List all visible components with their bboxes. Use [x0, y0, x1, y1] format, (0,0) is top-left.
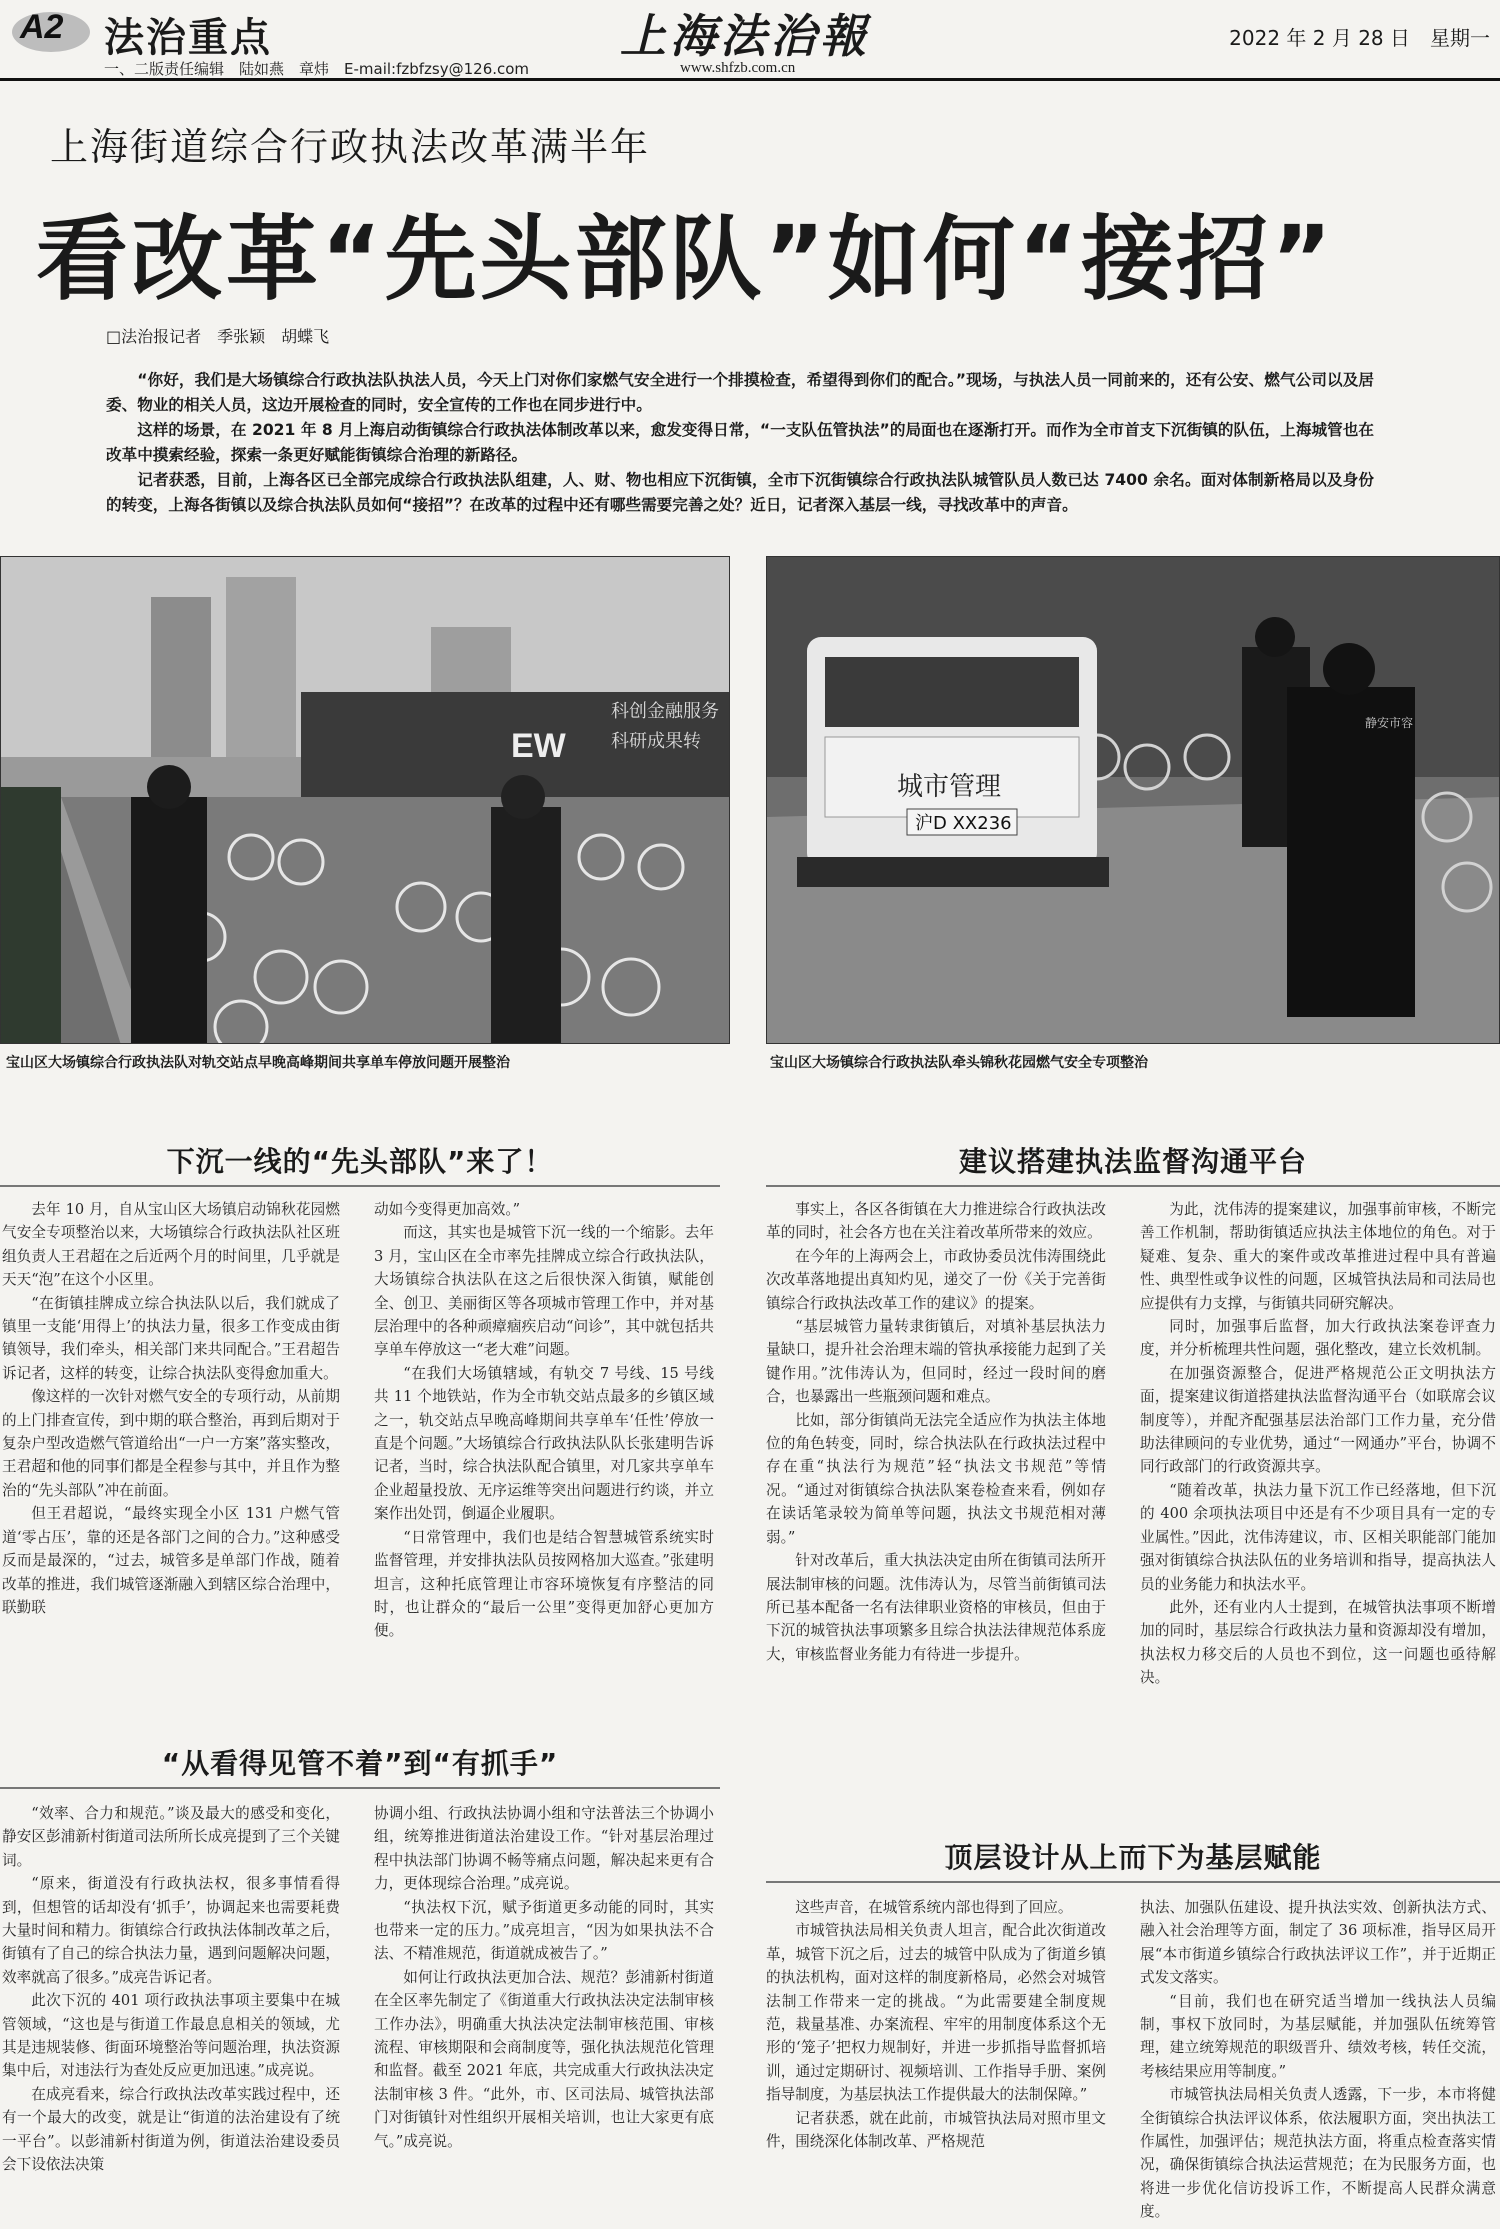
text-column: [1140, 1198, 1496, 1788]
paragraph: 针对改革后，重大执法决定由所在街镇司法所开展法制审核的问题。沈伟涛认为，尽管当前街镇司法所已基本配备一名有法律职业资格的审核员，但由于下沉的城管执法事项繁多且综合执法法律规范体系庞大，审核监督业务能力有待进一步提升。: [766, 1552, 1106, 1663]
text-column: [374, 1198, 714, 1738]
paragraph: 像这样的一次针对燃气安全的专项行动，从前期的上门排查宣传，到中期的联合整治，再到后期对于复杂户型改造燃气管道给出“一户一方案”落实整改，王君超和他的同事们都是全程参与其中，并且作为整治的“先头部队”冲在前面。: [2, 1388, 340, 1499]
lead-paragraph: “你好，我们是大场镇综合行政执法队执法人员，今天上门对你们家燃气安全进行一个排摸检查，希望得到你们的配合。”现场，与执法人员一同前来的，还有公安、燃气公司以及居委、物业的相关人员，这边开展检查的同时，安全宣传的工作也在同步进行中。: [106, 371, 1374, 414]
van-plate: 沪D XX236: [915, 813, 1012, 834]
section-title: 法治重点: [104, 15, 272, 61]
article-lead: [106, 368, 1374, 518]
section-rule: [0, 1185, 720, 1187]
masthead: [0, 0, 1500, 82]
section-heading: 建议搭建执法监督沟通平台: [958, 1145, 1307, 1178]
paragraph: 在今年的上海两会上，市政协委员沈伟涛围绕此次改革落地提出真知灼见，递交了一份《关于完善街镇综合行政执法改革工作的建议》的提案。: [766, 1247, 1106, 1312]
publication-date: 2022 年 2 月 28 日 星期一: [1229, 26, 1490, 50]
masthead-rule: [0, 78, 1500, 81]
section-heading: 下沉一线的“先头部队”来了！: [166, 1145, 554, 1178]
text-column: [2, 1198, 340, 1738]
article-byline: □法治报记者 季张颖 胡蝶飞: [106, 327, 330, 346]
section-rule: [766, 1881, 1500, 1883]
paragraph: 去年 10 月，自从宝山区大场镇启动锦秋花园燃气安全专项整治以来，大场镇综合行政执法队社区班组负责人王君超在之后近两个月的时间里，几乎就是天天“泡”在这个小区里。: [2, 1201, 340, 1289]
uniform-badge-text: 静安市容: [1365, 716, 1414, 730]
paragraph: “原来，街道没有行政执法权，很多事情看得到，但想管的话却没有‘抓手’，协调起来也需要耗费大量时间和精力。街镇综合行政执法体制改革之后，街镇有了自己的综合执法力量，遇到问题解决问题，效率就高了很多。”成亮告诉记者。: [2, 1875, 340, 1986]
paragraph: 记者获悉，就在此前，市城管执法局对照市里文件，围绕深化体制改革、严格规范: [766, 2109, 1106, 2151]
paragraph: 如何让行政执法更加合法、规范？彭浦新村街道在全区率先制定了《街道重大行政执法决定法制审核工作办法》，明确重大执法决定法制审核范围、审核流程、审核期限和会商制度等，强化执法规范化管理和监督。截至 2021 年底，共完成重大行政执法决定法制审核 3 件。“此外，市、区司法局、城管执法部门对街镇针对性组织开展相关培训，也让大家更有底气。”成亮说。: [374, 1968, 714, 2150]
lead-paragraph: 这样的场景，在 2021 年 8 月上海启动街镇综合行政执法体制改革以来，愈发变得日常，“一支队伍管执法”的局面也在逐渐打开。而作为全市首支下沉街镇的队伍，上海城管也在改革中摸索经验，探索一条更好赋能街镇综合治理的新路径。: [106, 421, 1374, 464]
paragraph: 同时，加强事后监督，加大行政执法案卷评查力度，并分析梳理共性问题，强化整改，建立长效机制。: [1140, 1318, 1496, 1359]
sign-text: 科研成果转: [611, 731, 701, 752]
sign-text: 科创金融服务: [611, 701, 719, 722]
editor-credits: 一、二版责任编辑 陆如燕 章炜 E-mail:fzbfzsy@126.com: [104, 60, 530, 78]
paragraph: 协调小组、行政执法协调小组和守法普法三个协调小组，统筹推进街道法治建设工作。“针对基层治理过程中执法部门协调不畅等痛点问题，解决起来更有合力，更体现综合治理。”成亮说。: [374, 1805, 714, 1893]
paragraph: 在加强资源整合，促进严格规范公正文明执法方面，提案建议街道搭建执法监督沟通平台（如联席会议制度等），并配齐配强基层法治部门工作力量，充分借助法律顾问的专业优势，通过“一网通办”平台，协调不同行政部门的行政资源共享。: [1140, 1364, 1496, 1476]
paragraph: “日常管理中，我们也是结合智慧城管系统实时监督管理，并安排执法队员按网格加大巡查。”张建明坦言，这种托底管理让市容环境恢复有序整洁的同时，也让群众的“最后一公里”变得更加舒心更加方便。: [374, 1528, 714, 1640]
paragraph: 执法、加强队伍建设、提升执法实效、创新执法方式、融入社会治理等方面，制定了 36 项标准，指导区局开展“本市街道乡镇综合行政执法评议工作”，并于近期正式发文落实。: [1140, 1899, 1496, 1987]
paragraph: 市城管执法局相关负责人坦言，配合此次街道改革，城管下沉之后，过去的城管中队成为了街道乡镇的执法机构，面对这样的制度新格局，必然会对城管法制工作带来一定的挑战。“为此需要建全制度规范，栽量基准、办案流程、牢牢的用制度体系这个无形的‘笼子’把权力规制好，并进一步抓指导监督抓培训，通过定期研讨、视频培训、工作指导手册、案例指导制度，为基层执法工作提供最大的法制保障。”: [766, 1922, 1106, 2104]
photo-caption-right: 宝山区大场镇综合行政执法队牵头锦秋花园燃气安全专项整治: [770, 1055, 1148, 1071]
article-headline: 看改革“先头部队”如何“接招”: [36, 206, 1335, 313]
paragraph: 这些声音，在城管系统内部也得到了回应。: [795, 1899, 1073, 1916]
text-column: [1140, 1896, 1496, 2226]
section-rule: [0, 1787, 720, 1789]
photo-bike-parking: [0, 556, 730, 1044]
paragraph: 此外，还有业内人士提到，在城管执法事项不断增加的同时，基层综合行政执法力量和资源却没有增加，执法权力移交后的人员也不到位，这一问题也亟待解决。: [1140, 1598, 1496, 1687]
article-kicker: 上海街道综合行政执法改革满半年: [50, 125, 651, 169]
paragraph: 比如，部分街镇尚无法完全适应作为执法主体地位的角色转变，同时，综合执法队在行政执法过程中存在重“执法行为规范”轻“执法文书规范”等情况。“通过对街镇综合执法队案卷检查来看，例如存在读话笔录较为简单等问题，执法文书规范相对薄弱。”: [766, 1411, 1106, 1546]
paragraph: “基层城管力量转隶街镇后，对填补基层执法力量缺口，提升社会治理末端的管执承接能力起到了关键作用。”沈伟涛认为，但同时，经过一段时间的磨合，也暴露出一些瓶颈问题和难点。: [766, 1318, 1106, 1406]
paragraph: 为此，沈伟涛的提案建议，加强事前审核，不断完善工作机制，帮助街镇适应执法主体地位的角色。对于疑难、复杂、重大的案件或改革推进过程中具有普遍性、典型性或争议性的问题，区城管执法局和司法局也应提供有力支撑，与街镇共同研究解决。: [1140, 1201, 1496, 1312]
photo-caption-left: 宝山区大场镇综合行政执法队对轨交站点早晚高峰期间共享单车停放问题开展整治: [6, 1055, 510, 1071]
paragraph: 市城管执法局相关负责人透露，下一步，本市将健全街镇综合执法评议体系，依法履职方面，突出执法工作属性，加强评估；规范执法方面，将重点检查落实情况，确保街镇综合执法运营规范；在为民服务方面，也将进一步优化信访投诉工作，不断提高人民群众满意度。: [1140, 2086, 1496, 2221]
paragraph: “随着改革，执法力量下沉工作已经落地，但下沉的 400 余项执法项目中还是有不少项目具有一定的专业属性。”因此，沈伟涛建议，市、区相关职能部门能加强对街镇综合执法队伍的业务培训和指导，提高执法人员的业务能力和执法水平。: [1140, 1481, 1496, 1593]
text-column: [766, 1896, 1106, 2226]
text-column: [766, 1198, 1106, 1788]
paragraph: 此次下沉的 401 项行政执法事项主要集中在城管领域，“这也是与街道工作最息息相关的领域，尤其是违规装修、街面环境整治等问题治理，执法资源集中后，对违法行为查处反应更加迅速。”成亮说。: [2, 1992, 340, 2080]
section-heading: 顶层设计从上而下为基层赋能: [944, 1841, 1322, 1874]
section-rule: [766, 1185, 1500, 1187]
newspaper-url: www.shfzb.com.cn: [680, 60, 796, 76]
paragraph: “执法权下沉，赋予街道更多动能的同时，其实也带来一定的压力。”成亮坦言，“因为如果执法不合法、不精准规范，街道就成被告了。”: [374, 1898, 714, 1963]
page-number-badge: [6, 8, 96, 54]
paragraph: “效率、合力和规范。”谈及最大的感受和变化，静安区彭浦新村街道司法所所长成亮提到了三个关键词。: [2, 1805, 340, 1869]
text-column: [2, 1802, 340, 2226]
page-number: A2: [20, 8, 64, 46]
paragraph: 但王君超说，“最终实现全小区 131 户燃气管道‘零占压’，靠的还是各部门之间的合力。”这种感受反而是最深的，“过去，城管多是单部门作战，随着改革的推进，我们城管逐渐融入到辖区综合治理中，联勤联: [2, 1505, 340, 1616]
paragraph: 而这，其实也是城管下沉一线的一个缩影。去年 3 月，宝山区在全市率先挂牌成立综合行政执法队，大场镇综合执法队在这之后很快深入街镇，赋能创全、创卫、美丽街区等各项城市管理工作中，并对基层治理中的各种顽瘴痼疾启动“问诊”，其中就包括共享单车停放这一“老大难”问题。: [374, 1224, 714, 1359]
sign-text: EW: [511, 727, 566, 765]
paragraph: 动如今变得更加高效。”: [374, 1201, 521, 1218]
paragraph: “目前，我们也在研究适当增加一线执法人员编制，事权下放同时，为基层赋能，并加强队伍统筹管理，建立统筹规范的职级晋升、绩效考核，转任交流，考核结果应用等制度。”: [1140, 1992, 1496, 2080]
text-column: [374, 1802, 714, 2226]
photo-gas-safety: [766, 556, 1500, 1044]
paragraph: 事实上，各区各街镇在大力推进综合行政执法改革的同时，社会各方也在关注着改革所带来的效应。: [766, 1201, 1106, 1242]
paragraph: “在街镇挂牌成立综合执法队以后，我们就成了镇里一支能‘用得上’的执法力量，很多工作变成由街镇领导，我们牵头，相关部门来共同配合。”王君超告诉记者，这样的转变，让综合执法队变得愈加重大。: [2, 1294, 340, 1382]
paragraph: “在我们大场镇辖域，有轨交 7 号线、15 号线共 11 个地铁站，作为全市轨交站点最多的乡镇区域之一，轨交站点早晚高峰期间共享单车‘任性’停放一直是个问题。”大场镇综合行政执法队队长张建明告诉记者，当时，综合执法队配合镇里，对几家共享单车企业超量投放、无序运维等突出问题进行约谈，并立案作出处罚，倒逼企业履职。: [374, 1364, 714, 1523]
paragraph: 在成亮看来，综合行政执法改革实践过程中，还有一个最大的改变，就是让“街道的法治建设有了统一平台”。以彭浦新村街道为例，街道法治建设委员会下设依法决策: [2, 2085, 340, 2174]
lead-paragraph: 记者获悉，目前，上海各区已全部完成综合行政执法队组建，人、财、物也相应下沉街镇，全市下沉街镇综合行政执法队城管队员人数已达 7400 余名。面对体制新格局以及身份的转变，上海各街镇以及综合执法队员如何“接招”？在改革的过程中还有哪些需要完善之处？近日，记者深入基层一线，寻找改革中的声音。: [106, 471, 1374, 514]
newspaper-nameplate: 上海法治報: [620, 9, 870, 63]
section-heading: “从看得见管不着”到“有抓手”: [161, 1747, 559, 1780]
van-label: 城市管理: [897, 772, 1002, 802]
